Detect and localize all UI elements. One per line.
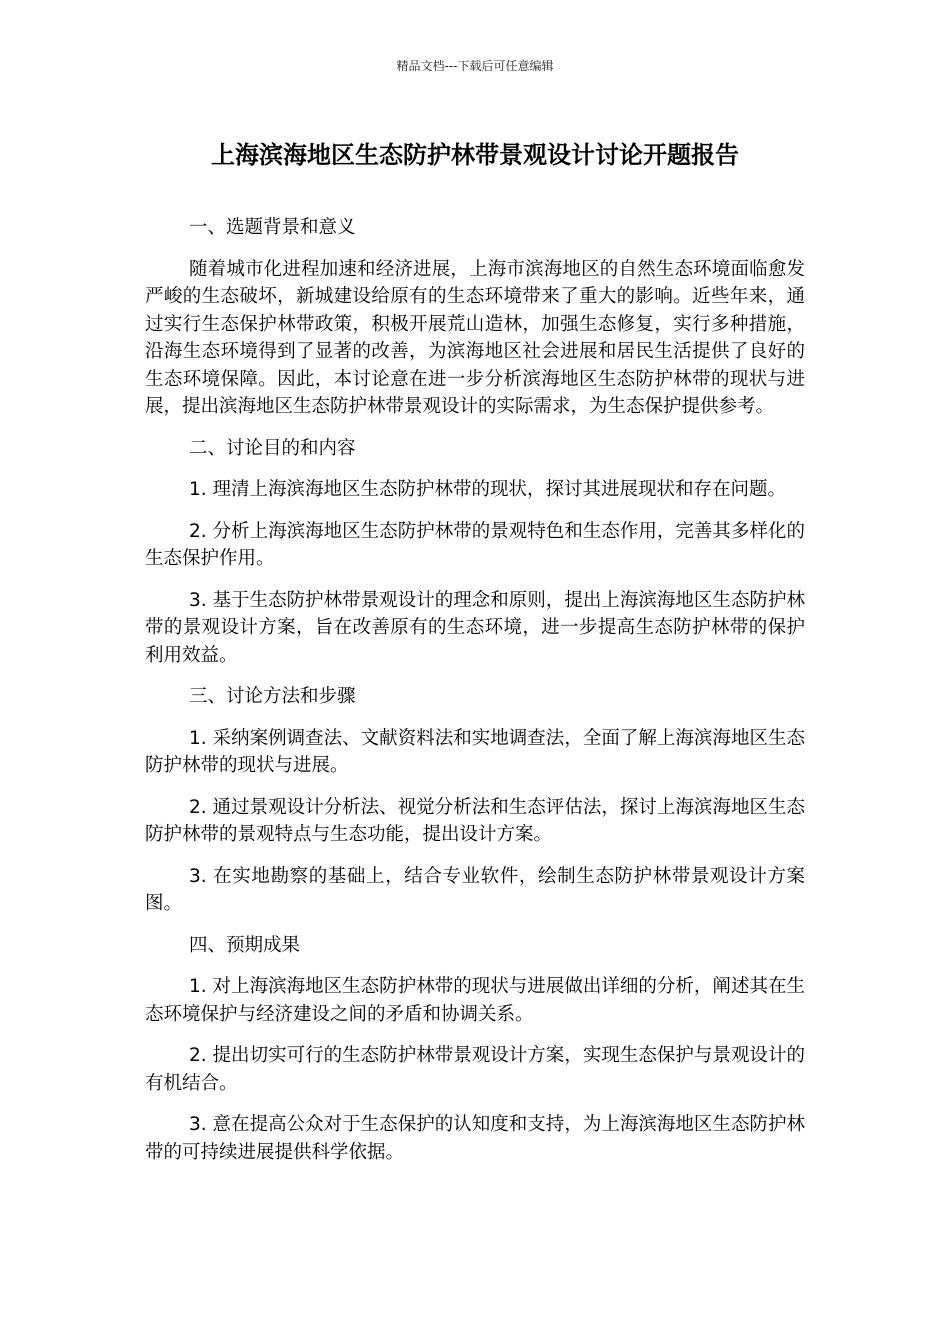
section-2-paragraph-3: 3. 基于生态防护林带景观设计的理念和原则，提出上海滨海地区生态防护林带的景观设计方案，旨在改善原有的生态环境，进一步提高生态防护林带的保护利用效益。 xyxy=(145,589,805,666)
page-header: 精品文档---下载后可任意编辑 xyxy=(396,59,554,73)
section-4-paragraph-1: 1. 对上海滨海地区生态防护林带的现状与进展做出详细的分析，阐述其在生态环境保护与经济建设之间的矛盾和协调关系。 xyxy=(145,976,805,1025)
document-title: 上海滨海地区生态防护林带景观设计讨论开题报告 xyxy=(211,141,739,169)
section-3-paragraph-2: 2. 通过景观设计分析法、视觉分析法和生态评估法，探讨上海滨海地区生态防护林带的景观特点与生态功能，提出设计方案。 xyxy=(145,796,805,845)
section-1-paragraph-1: 随着城市化进程加速和经济进展，上海市滨海地区的自然生态环境面临愈发严峻的生态破坏，新城建设给原有的生态环境带来了重大的影响。近些年来，通过实行生态保护林带政策，积极开展荒山造林，加强生态修复，实行多种措施，沿海生态环境得到了显著的改善，为滨海地区社会进展和居民生活提供了良好的生态环境保障。因此，本讨论意在进一步分析滨海地区生态防护林带的现状与进展，提出滨海地区生态防护林带景观设计的实际需求，为生态保护提供参考。 xyxy=(145,258,805,417)
section-2-paragraph-1: 1. 理清上海滨海地区生态防护林带的现状，探讨其进展现状和存在问题。 xyxy=(189,479,787,500)
section-heading-2: 二、讨论目的和内容 xyxy=(189,437,356,459)
section-4-paragraph-2: 2. 提出切实可行的生态防护林带景观设计方案，实现生态保护与景观设计的有机结合。 xyxy=(145,1045,805,1094)
section-3-paragraph-1: 1. 采纳案例调查法、文献资料法和实地调查法，全面了解上海滨海地区生态防护林带的现状与进展。 xyxy=(145,727,805,776)
document-body xyxy=(145,214,805,1180)
section-3-paragraph-3: 3. 在实地勘察的基础上，结合专业软件，绘制生态防护林带景观设计方案图。 xyxy=(145,865,805,914)
section-2-paragraph-2: 2. 分析上海滨海地区生态防护林带的景观特色和生态作用，完善其多样化的生态保护作用。 xyxy=(145,520,805,569)
section-heading-3: 三、讨论方法和步骤 xyxy=(189,686,356,707)
section-heading-1: 一、选题背景和意义 xyxy=(189,217,356,238)
section-4-paragraph-3: 3. 意在提高公众对于生态保护的认知度和支持，为上海滨海地区生态防护林带的可持续进展提供科学依据。 xyxy=(145,1114,805,1163)
section-heading-4: 四、预期成果 xyxy=(189,934,301,956)
